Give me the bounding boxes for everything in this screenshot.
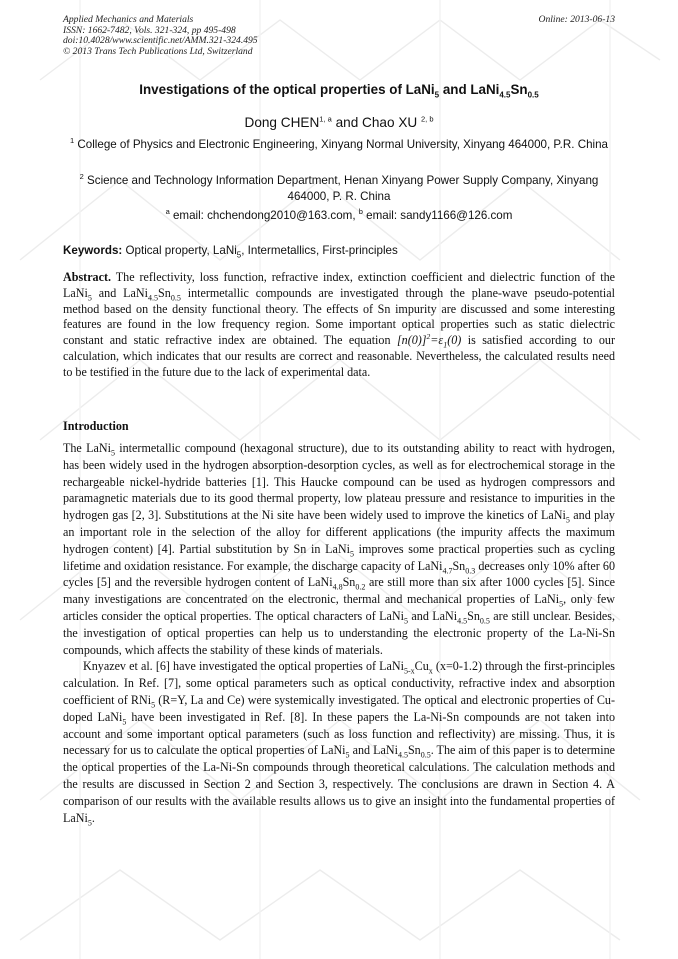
equation-part: [n(0)] [396, 333, 427, 348]
title-subscript: 4.5 [499, 90, 511, 100]
title-part: Investigations of the optical properties of LaNi [139, 82, 435, 97]
title-part: and LaNi [439, 82, 500, 97]
intro-subscript: 0.5 [479, 616, 490, 626]
equation-superscript: 2 [426, 332, 431, 342]
author-affiliation-mark: 1, a [319, 114, 332, 124]
intro-text: (x=0-1.2) through the first-principles calculation. In Ref. [7], some optical parameters such as optical conductivity, refractive index and absorption coefficient of RNi [63, 659, 615, 707]
email-line [63, 208, 615, 224]
introduction-paragraph-1 [63, 440, 615, 658]
intro-subscript: 5 [349, 549, 354, 559]
journal-header [63, 15, 258, 57]
intro-text: . The aim of this paper is to determine the optical properties of the La-Ni-Sn compounds through theoretical calculations. The calculation methods and the results are discussed in Section 2 and Section 3, respectively. The conclusions are drawn in Section 4. A comparison of our results with the available results allows us to give an insight into the fundamental properties of LaNi [63, 743, 615, 825]
intro-text: , only few articles consider the optical properties. The optical characters of LaNi [63, 592, 616, 623]
intro-subscript: 5 [565, 515, 570, 525]
keywords-line [63, 244, 615, 260]
intro-subscript: 4.7 [442, 565, 453, 575]
affiliation-text: Science and Technology Information Department, Henan Xinyang Power Supply Company, Xinyang 464000, P. R. China [83, 174, 599, 203]
intro-text: and play an important role in the selection of the alloy for different applications (the impurity affects the maximum hydrogen content) [4]. Partial substitution by Sn in LaNi [63, 508, 615, 556]
intro-text: Knyazev et al. [6] have investigated the optical properties of LaNi [83, 659, 404, 674]
affiliation-text: College of Physics and Electronic Engineering, Xinyang Normal University, Xinyang 464000, P.R. China [74, 138, 608, 151]
abstract-subscript: 5 [87, 293, 92, 303]
intro-text: Sn [342, 575, 356, 590]
email-text: email: chchendong2010@163.com, [169, 209, 359, 222]
intro-subscript: 5 [122, 717, 127, 727]
affiliation-mark: 2 [79, 172, 84, 182]
introduction-body [63, 440, 615, 826]
keywords-text: , Intermetallics, First-principles [241, 244, 398, 257]
journal-name: Applied Mechanics and Materials [63, 14, 194, 25]
intro-text: (R=Y, La and Ce) were systemically investigated. The optical and electronic properties of Cu-doped LaNi [63, 692, 615, 724]
abstract-subscript: 4.5 [148, 293, 159, 303]
intro-subscript: 5 [87, 817, 92, 827]
author-conjunction: and [331, 115, 363, 130]
author-name: Dong CHEN [244, 115, 320, 130]
intro-text: and LaNi [408, 608, 458, 623]
title-subscript: 5 [434, 90, 440, 100]
intro-text: Cu [414, 659, 429, 674]
intro-subscript: 4.5 [457, 616, 468, 626]
intro-text: The LaNi [63, 441, 111, 455]
intro-subscript: 5-x [404, 666, 415, 676]
online-date: Online: 2013-06-13 [538, 14, 615, 25]
abstract-text: intermetallic compounds are investigated through the plane-wave pseudo-potential method based on the density functional theory. The effects of Sn impurity are discussed and some interesting features are found in the low frequency region. Some important optical properties such as static dielectric constant and static refractive index are obtained. The equation [63, 285, 616, 348]
abstract-text: and LaNi [91, 285, 149, 300]
intro-text: Sn [452, 558, 466, 573]
intro-subscript: x [428, 666, 433, 676]
doi-line: doi:10.4028/www.scientific.net/AMM.321-324.495 [63, 35, 258, 47]
title-subscript: 0.5 [527, 90, 539, 100]
intro-subscript: 5 [151, 700, 156, 710]
intro-text: improves some practical properties such as cycling lifetime and oxidation resistance. For example, the discharge capacity of LaNi [63, 541, 615, 573]
copyright-line: © 2013 Trans Tech Publications Ltd, Switzerland [63, 45, 253, 57]
author-name: Chao XU [362, 115, 421, 130]
intro-text: have been investigated in Ref. [8]. In these papers the La-Ni-Sn compounds are not taken into account and some important optical parameters (such as loss function and reflectivity) are missing. Thus, it is necessary for us to calculate the optical properties of LaNi [63, 709, 615, 758]
abstract-subscript: 0.5 [170, 293, 181, 303]
equation-subscript: 1 [443, 340, 448, 350]
intro-text: Sn [467, 608, 480, 623]
abstract-equation [396, 332, 462, 350]
intro-subscript: 4.5 [397, 750, 408, 760]
intro-subscript: 5 [404, 616, 408, 626]
intro-text: decreases only 10% after 60 cycles [5] and the reversible hydrogen content of LaNi [63, 558, 615, 590]
introduction-heading: Introduction [63, 419, 129, 433]
intro-text: are still unclear. Besides, the investigation of optical properties can help us to understanding the electronic property of the La-Ni-Sn compounds, which affects the stability of these kinds of materials. [63, 608, 616, 657]
intro-subscript: 0.2 [355, 582, 366, 592]
abstract-text: The reflectivity, loss function, refractive index, extinction coefficient and dielectric function of the LaNi [63, 270, 615, 300]
affiliation-2 [63, 173, 615, 204]
intro-subscript: 5 [345, 750, 350, 760]
keywords-text: Optical property, LaNi [122, 244, 237, 257]
intro-subscript: 0.3 [465, 565, 476, 575]
affiliation-mark: 1 [70, 136, 75, 146]
abstract-text: is satisfied according to our calculation, which indicates that our results are correct and reasonable. Nevertheless, the calculated results need to be testified in the future due to the lack of experimental data. [63, 333, 616, 379]
intro-text: intermetallic compound (hexagonal structure), due to its outstanding ability to react with hydrogen, has been widely used in the hydrogen absorption-desorption cycles, as well as for electrochemical storage in the rechargeable nickel-hydride batteries [1]. This Haucke compound can be used as hydrogen compressors and paramagnetic materials due to its good thermal property, low plateau pressure and resistance to impurities in the hydrogen gas [2, 3]. Substitutions at the Ni site have been widely used to improve the kinetics of LaNi [63, 441, 615, 523]
intro-subscript: 4.8 [332, 582, 343, 592]
email-mark: b [358, 207, 363, 217]
intro-subscript: 0.5 [420, 750, 431, 760]
title-part: Sn [510, 82, 528, 97]
intro-subscript: 5 [559, 599, 564, 609]
email-mark: a [165, 207, 170, 217]
abstract-paragraph [63, 270, 615, 381]
paper-title [63, 82, 615, 100]
keywords-subscript: 5 [236, 250, 242, 260]
abstract-text: Sn [158, 285, 171, 300]
equation-part: =ε [430, 333, 444, 348]
issn-line: ISSN: 1662-7482, Vols. 321-324, pp 495-498 [63, 24, 236, 36]
author-affiliation-mark: 2, b [420, 114, 434, 124]
intro-text: Sn [407, 743, 421, 758]
intro-text: and LaNi [349, 743, 398, 758]
intro-text: are still more than six after 1000 cycles [5]. Since many investigations are concentrated on the electronic, thermal and mechanical properties of LaNi [63, 575, 615, 607]
introduction-paragraph-2 [63, 658, 615, 826]
email-text: email: sandy1166@126.com [362, 209, 513, 222]
author-line [63, 115, 615, 130]
intro-text: . [91, 810, 95, 825]
abstract-label: Abstract. [63, 270, 112, 284]
equation-part: (0) [447, 333, 462, 348]
intro-subscript: 5 [110, 448, 115, 458]
keywords-label: Keywords: [63, 244, 123, 257]
affiliation-1 [63, 137, 615, 153]
